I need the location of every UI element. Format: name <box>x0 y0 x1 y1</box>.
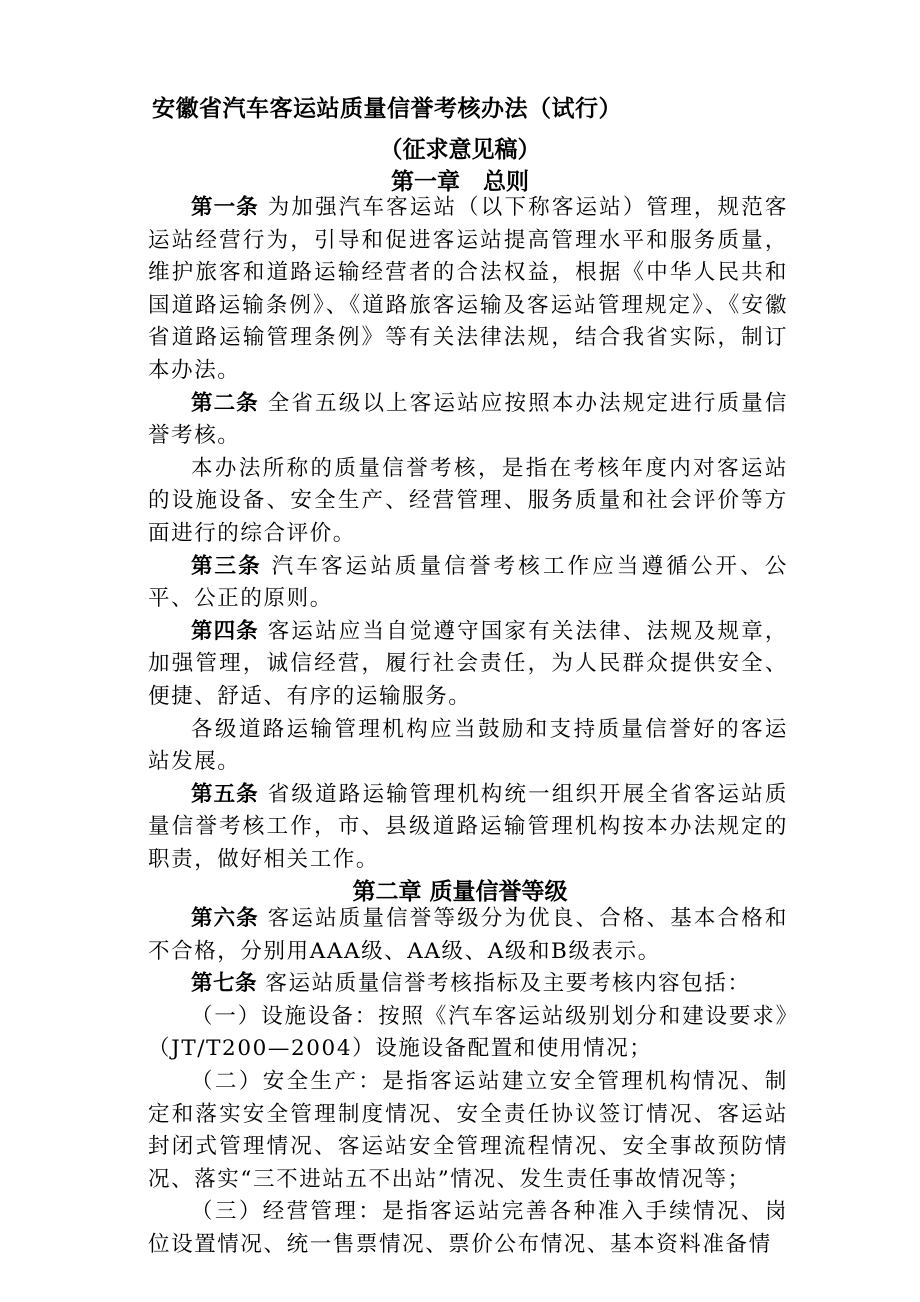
article-label: 第三条 <box>191 553 262 579</box>
chapter-1-heading: 第一章 总则 <box>391 169 529 195</box>
list-item-text: （一）设施设备：按照《汽车客运站级别划分和建设要求》（JT/T200—2004）设施设备配置和使用情况； <box>148 1003 788 1062</box>
article-text: 客运站应当自觉遵守国家有关法律、法规及规章，加强管理，诚信经营，履行社会责任，为人民群众提供安全、便捷、舒适、有序的运输服务。 <box>148 618 788 709</box>
paragraph-text: 各级道路运输管理机构应当鼓励和支持质量信誉好的客运站发展。 <box>148 716 788 775</box>
article-6 <box>148 903 788 968</box>
article-5 <box>148 779 788 877</box>
list-item-2 <box>148 1066 788 1196</box>
article-label: 第二条 <box>191 390 259 416</box>
paragraph <box>148 714 788 779</box>
article-text: 省级道路运输管理机构统一组织开展全省客运站质量信誉考核工作，市、县级道路运输管理机构按本办法规定的职责，做好相关工作。 <box>148 781 788 872</box>
article-7 <box>148 968 788 1001</box>
article-label: 第七条 <box>191 971 258 997</box>
article-1 <box>148 192 788 388</box>
list-item-text: （三）经营管理：是指客运站完善各种准入手续情况、岗位设置情况、统一售票情况、票价公布情况、基本资料准备情 <box>148 1199 788 1257</box>
article-label: 第六条 <box>191 906 259 931</box>
article-text: 汽车客运站质量信誉考核工作应当遵循公开、公平、公正的原则。 <box>148 553 788 612</box>
article-label: 第四条 <box>191 618 259 644</box>
document-title: 安徽省汽车客运站质量信誉考核办法（试行） <box>152 96 622 122</box>
article-2 <box>148 388 788 453</box>
article-label: 第一条 <box>191 195 259 220</box>
paragraph <box>148 453 788 551</box>
article-label: 第五条 <box>191 781 259 807</box>
article-text: 全省五级以上客运站应按照本办法规定进行质量信誉考核。 <box>148 390 788 449</box>
chapter-1-body <box>148 192 788 876</box>
chapter-2-body <box>148 903 788 1262</box>
list-item-3 <box>148 1196 788 1261</box>
article-text: 客运站质量信誉考核指标及主要考核内容包括： <box>257 971 751 997</box>
article-4 <box>148 616 788 714</box>
article-3 <box>148 551 788 616</box>
article-text: 客运站质量信誉等级分为优良、合格、基本合格和不合格，分别用AAA级、AA级、A级和B级表示。 <box>148 906 788 964</box>
article-text: 为加强汽车客运站（以下称客运站）管理，规范客运站经营行为，引导和促进客运站提高管理水平和服务质量，维护旅客和道路运输经营者的合法权益，根据《中华人民共和国道路运输条例》、《道路旅客运输及客运站管理规定》、《安徽省道路运输管理条例》等有关法律法规，结合我省实际，制订本办法。 <box>148 195 788 383</box>
document-subtitle: （征求意见稿） <box>379 137 541 163</box>
list-item-text: （二）安全生产：是指客运站建立安全管理机构情况、制定和落实安全管理制度情况、安全责任协议签订情况、客运站封闭式管理情况、客运站安全管理流程情况、安全事故预防情况、落实“三不进站五不出站”情况、发生责任事故情况等； <box>148 1068 788 1192</box>
list-item-1 <box>148 1001 788 1066</box>
paragraph-text: 本办法所称的质量信誉考核，是指在考核年度内对客运站的设施设备、安全生产、经营管理、服务质量和社会评价等方面进行的综合评价。 <box>148 455 788 546</box>
chapter-2-heading: 第二章 质量信誉等级 <box>352 879 568 905</box>
